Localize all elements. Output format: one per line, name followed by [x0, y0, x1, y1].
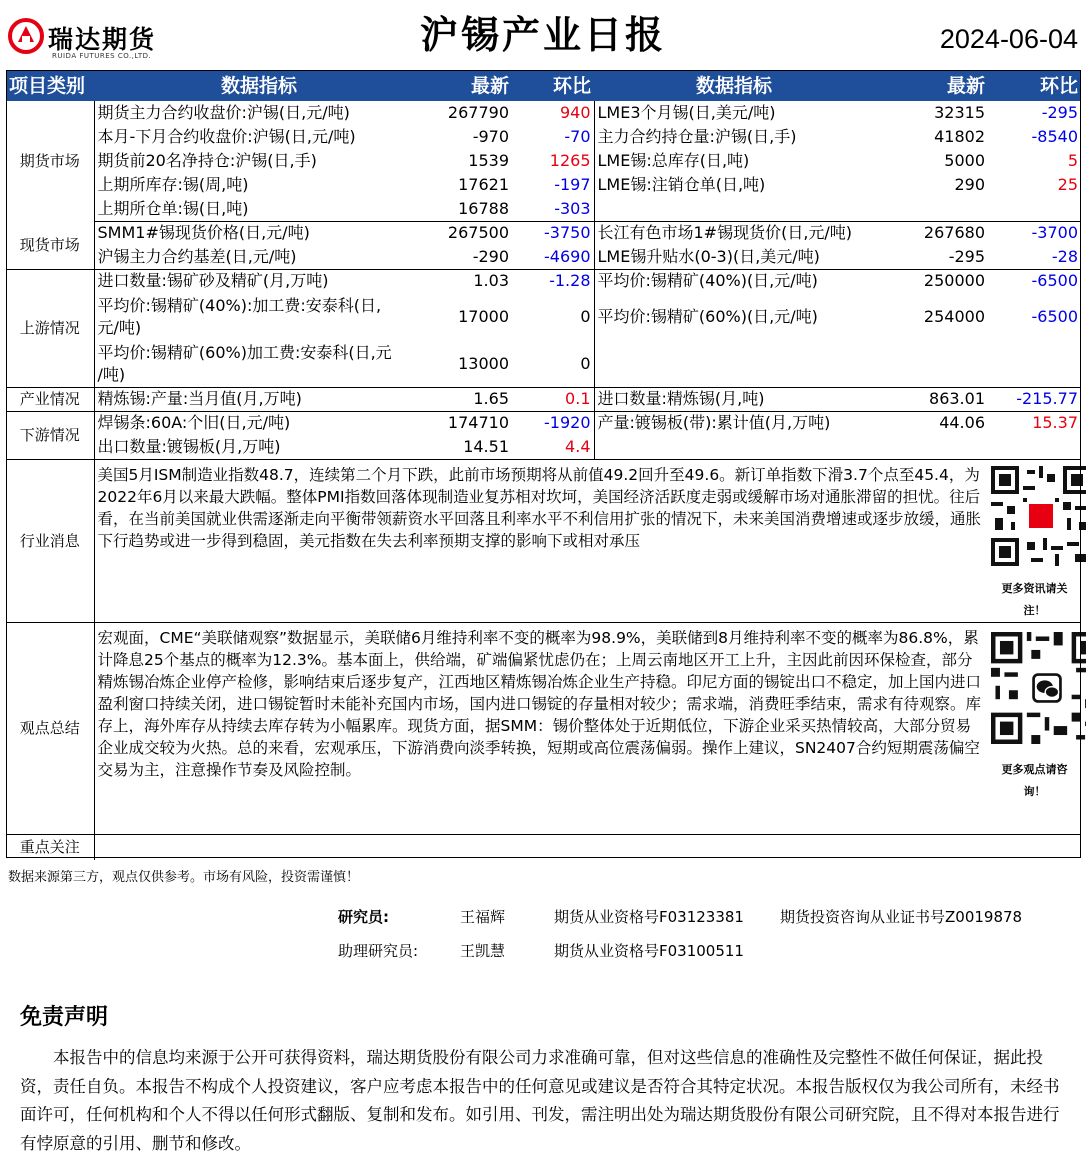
table-row — [6, 411, 1081, 435]
change-value: -1920 — [512, 411, 594, 435]
empty-cell — [594, 435, 874, 459]
viewpoint-text: 宏观面，CME“美联储观察”数据显示，美联储6月维持利率不变的概率为98.9%，美联储到8月维持利率不变的概率为86.8%，累计降息25个基点的概率为12.3%。基本面上，供给端，矿端偏紧忧虑仍在；上周云南地区开工上升，主因此前因环保检查，部分精炼锡冶炼企业停产检修，影响结束后逐步复产，江西地区精炼锡冶炼企业生产持稳。印尼方面的锡锭出口不稳定，加上国内进口盈利窗口持续关闭，进口锡锭暂时未能补充国内市场，国内进口锡锭的存量相对较少；需求端，消费旺季结束，需求有待观察。库存上，海外库存从持续去库存转为小幅累库。现货方面，据SMM：锡价整体处于近期低位，下游企业采买热情较高，大部分贸易企业成交较为火热。总的来看，宏观承压，下游消费向淡季转换，短期或高位震荡偏弱。操作上建议，SN2407合约短期震荡偏空交易为主，注意操作节奏及风险控制。 — [94, 622, 988, 834]
change-value: 5 — [1067, 151, 1078, 170]
report-header — [0, 0, 1086, 68]
indicator-name: 进口数量:精炼锡(月,吨) — [594, 387, 874, 411]
col-header-indicator-left: 数据指标 — [94, 70, 424, 101]
indicator-name: 期货主力合约收盘价:沪锡(日,元/吨) — [97, 103, 350, 122]
latest-value: 32315 — [934, 103, 985, 122]
change-value: -70 — [512, 125, 594, 149]
indicator-name-line: 平均价:锡精矿(60%)加工费:安泰科(日,元 — [97, 342, 392, 362]
disclaimer-text: 本报告中的信息均来源于公开可获得资料，瑞达期货股份有限公司力求准确可靠，但对这些信息的准确性及完整性不做任何保证，据此投资，责任自负。本报告不构成个人投资建议，客户应考虑本报告中的任何意见或建议是否符合其特定状况。本报告版权仅为我公司所有，未经书面许可，任何机构和个人不得以任何形式翻版、复制和发布。如引用、刊发，需注明出处为瑞达期货股份有限公司研究院，且不得对本报告进行有悖原意的引用、删节和修改。 — [20, 1048, 1060, 1153]
empty-cell — [594, 341, 874, 387]
change-value: 15.37 — [1032, 413, 1078, 433]
latest-value: -290 — [424, 245, 512, 269]
col-header-category: 项目类别 — [6, 70, 94, 101]
indicator-name: 焊锡条:60A:个旧(日,元/吨) — [97, 413, 291, 433]
change-value: -215.77 — [988, 387, 1081, 411]
assistant-label: 助理研究员: — [338, 942, 419, 960]
latest-value: -295 — [874, 245, 988, 269]
category-futures: 期货市场 — [6, 101, 94, 221]
indicator-name-line: 平均价:锡精矿(40%):加工费:安泰科(日, — [97, 296, 382, 315]
col-header-indicator-right: 数据指标 — [594, 70, 874, 101]
change-value: -6500 — [1031, 307, 1078, 326]
qr-block-news — [988, 459, 1081, 622]
table-row — [6, 387, 1081, 411]
empty-cell — [874, 435, 988, 459]
latest-value: 267790 — [447, 103, 509, 122]
researcher-qualification: 期货从业资格号F03123381 — [554, 908, 744, 926]
change-value: -1.28 — [512, 269, 594, 293]
table-row — [6, 269, 1081, 293]
latest-value: 44.06 — [939, 413, 985, 433]
change-value: -295 — [1041, 103, 1078, 122]
disclaimer-title: 免责声明 — [20, 1005, 109, 1030]
col-header-latest-right: 最新 — [874, 70, 988, 101]
change-value: -6500 — [1031, 271, 1078, 291]
indicator-name — [94, 293, 424, 341]
indicator-name: 平均价:锡精矿(40%)(日,元/吨) — [597, 271, 818, 291]
empty-cell — [988, 197, 1081, 221]
indicator-name-line: 元/吨) — [97, 318, 142, 337]
latest-value: 16788 — [424, 197, 512, 221]
indicator-name: 平均价:锡精矿(60%)(日,元/吨) — [597, 307, 818, 326]
indicator-name — [94, 341, 424, 387]
latest-value: 17621 — [458, 175, 509, 194]
latest-value: 13000 — [424, 341, 512, 387]
latest-value: -970 — [472, 127, 509, 146]
indicator-name: 沪锡主力合约基差(日,元/吨) — [94, 245, 424, 269]
qr-block-viewpoint — [988, 622, 1081, 834]
indicator-name: LME锡:注销仓单(日,吨) — [597, 175, 766, 194]
latest-value: 290 — [954, 175, 985, 194]
industry-news-text: 美国5月ISM制造业指数48.7，连续第二个月下跌，此前市场预期将从前值49.2回升至49.6。新订单指数下滑3.7个点至45.4，为2022年6月以来最大跌幅。整体PMI指数回落体现制造业复苏相对坎坷，美国经济活跃度走弱或缓解市场对通胀滞留的担忧。往后看，在当前美国就业供需逐渐走向平衡带领薪资水平回落且利率水平不利信用扩张的情况下，未来美国消费增速或逐步放缓，通胀下行趋势或进一步得到稳固，美元指数在失去利率预期支撑的影响下或相对承压 — [94, 459, 988, 622]
empty-cell — [874, 197, 988, 221]
latest-value: 1.65 — [424, 387, 512, 411]
indicator-name: 期货前20名净持仓:沪锡(日,手) — [97, 151, 317, 170]
change-value: 0.1 — [512, 387, 594, 411]
researcher-name: 王福辉 — [460, 908, 506, 926]
change-value: 1265 — [512, 149, 594, 173]
col-header-latest-left: 最新 — [424, 70, 512, 101]
latest-value: 1539 — [468, 151, 509, 170]
assistant-qualification: 期货从业资格号F03100511 — [554, 942, 744, 960]
data-source-note: 数据来源第三方，观点仅供参考。市场有风险，投资需谨慎！ — [8, 870, 360, 885]
latest-value: 174710 — [447, 413, 509, 433]
researcher-label: 研究员: — [338, 908, 389, 926]
latest-value: 17000 — [458, 307, 509, 326]
category-spot: 现货市场 — [6, 221, 94, 269]
indicator-name: 主力合约持仓量:沪锡(日,手) — [597, 127, 797, 146]
indicator-name: 出口数量:镀锡板(月,万吨) — [94, 435, 424, 459]
change-value: 25 — [1057, 175, 1078, 194]
viewpoint-row — [6, 622, 1081, 834]
table-header-row — [6, 70, 1081, 101]
table-row — [6, 101, 1081, 125]
qr-caption-viewpoint: 更多观点请咨询！ — [1001, 762, 1068, 798]
indicator-name: LME锡:总库存(日,吨) — [597, 151, 750, 170]
focus-text — [94, 834, 1081, 860]
table-row — [6, 197, 1081, 221]
latest-value: 14.51 — [424, 435, 512, 459]
indicator-name: LME锡升贴水(0-3)(日,美元/吨) — [594, 245, 874, 269]
indicator-name: 上期所库存:锡(周,吨) — [97, 175, 249, 194]
assistant-name: 王凯慧 — [460, 942, 506, 960]
logo-subtext: RUIDA FUTURES CO.,LTD. — [52, 52, 152, 60]
latest-value: 41802 — [934, 127, 985, 146]
change-value: -3750 — [512, 221, 594, 245]
empty-cell — [594, 197, 874, 221]
category-industry: 产业情况 — [6, 387, 94, 411]
latest-value: 863.01 — [874, 387, 988, 411]
qr-code-icon — [991, 466, 1086, 566]
indicator-name: 长江有色市场1#锡现货价(日,元/吨) — [597, 223, 853, 243]
latest-value: 267500 — [447, 223, 509, 243]
indicator-name: 进口数量:锡矿砂及精矿(月,万吨) — [97, 271, 329, 291]
indicator-name: 上期所仓单:锡(日,吨) — [94, 197, 424, 221]
change-value: -4690 — [512, 245, 594, 269]
report-date: 2024-06-04 — [939, 24, 1078, 54]
empty-cell — [988, 435, 1081, 459]
change-value: 0 — [512, 341, 594, 387]
indicator-name: 本月-下月合约收盘价:沪锡(日,元/吨) — [97, 127, 356, 146]
latest-value: 267680 — [923, 223, 985, 243]
latest-value: 250000 — [923, 271, 985, 291]
indicator-name: 产量:镀锡板(带):累计值(月,万吨) — [597, 413, 831, 433]
col-header-change-left: 环比 — [512, 70, 594, 101]
change-value: 4.4 — [512, 435, 594, 459]
industry-news-label: 行业消息 — [6, 459, 94, 622]
industry-news-row — [6, 459, 1081, 622]
table-row — [6, 293, 1081, 341]
indicator-name: SMM1#锡现货价格(日,元/吨) — [97, 223, 310, 243]
category-upstream: 上游情况 — [6, 269, 94, 387]
change-value: 940 — [512, 101, 594, 125]
table-row — [6, 245, 1081, 269]
indicator-name: 精炼锡:产量:当月值(月,万吨) — [94, 387, 424, 411]
latest-value: 254000 — [923, 307, 985, 326]
table-row — [6, 221, 1081, 245]
table-row — [6, 341, 1081, 387]
empty-cell — [988, 341, 1081, 387]
logo-text: 瑞达期货 — [48, 25, 157, 54]
category-downstream: 下游情况 — [6, 411, 94, 459]
data-table — [6, 70, 1081, 860]
table-row — [6, 125, 1081, 149]
indicator-name: LME3个月锡(日,美元/吨) — [597, 103, 776, 122]
focus-label: 重点关注 — [6, 834, 94, 860]
change-value: -8540 — [1031, 127, 1078, 146]
table-row — [6, 435, 1081, 459]
change-value: -28 — [988, 245, 1081, 269]
qr-caption-news: 更多资讯请关注！ — [1001, 581, 1068, 617]
page-title: 沪锡产业日报 — [419, 13, 666, 57]
change-value: -3700 — [1031, 223, 1078, 243]
wechat-qr-code-icon — [991, 629, 1086, 747]
change-value: -197 — [512, 173, 594, 197]
latest-value: 1.03 — [473, 271, 509, 291]
viewpoint-label: 观点总结 — [6, 622, 94, 834]
indicator-name-line: /吨) — [97, 364, 126, 384]
change-value: -303 — [512, 197, 594, 221]
researcher-consult-cert: 期货投资咨询从业证书号Z0019878 — [780, 908, 1023, 926]
change-value: 0 — [512, 293, 594, 341]
latest-value: 5000 — [944, 151, 985, 170]
table-row — [6, 173, 1081, 197]
empty-cell — [874, 341, 988, 387]
focus-row — [6, 834, 1081, 860]
col-header-change-right: 环比 — [988, 70, 1081, 101]
table-row — [6, 149, 1081, 173]
